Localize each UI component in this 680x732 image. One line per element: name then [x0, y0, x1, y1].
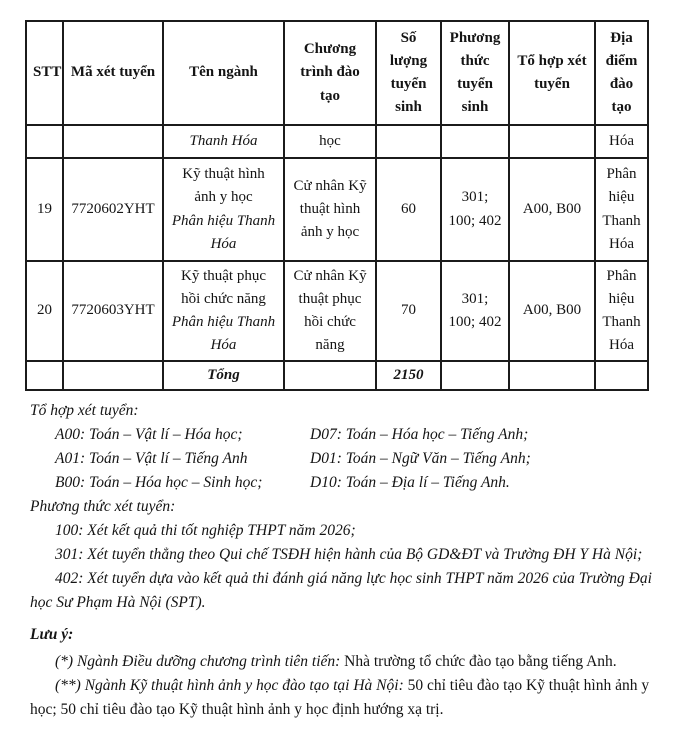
cell-dia-diem: Hóa — [595, 125, 648, 158]
combo-item: D07: Toán – Hóa học – Tiếng Anh; — [310, 426, 529, 443]
admissions-table — [25, 20, 649, 391]
cell-to-hop: A00, B00 — [509, 158, 595, 261]
total-label: Tổng — [163, 361, 284, 390]
cell-dia-diem — [595, 361, 648, 390]
cell-stt: 19 — [26, 158, 63, 261]
combo-row — [30, 447, 658, 471]
combo-item: B00: Toán – Hóa học – Sinh học; — [55, 474, 263, 491]
cell-so-luong: 70 — [376, 261, 441, 361]
header-so-luong: Số lượng tuyển sinh — [376, 21, 441, 125]
cell-to-hop — [509, 125, 595, 158]
table-row-continuation — [26, 125, 648, 158]
cell-chuong-trinh — [284, 361, 376, 390]
phuong-thuc-item: 301: Xét tuyển thẳng theo Qui chế TSĐH hiện hành của Bộ GD&ĐT và Trường ĐH Y Hà Nội; — [55, 546, 643, 563]
cell-ten-nganh: Kỹ thuật hình ảnh y học Phân hiệu Thanh Hóa — [163, 158, 284, 261]
cell-stt — [26, 125, 63, 158]
cell-phuong-thuc — [441, 361, 509, 390]
table-header-row — [26, 21, 648, 125]
table-row — [26, 158, 648, 261]
phuong-thuc-item: 402: Xét tuyển dựa vào kết quả thi đánh giá năng lực học sinh THPT năm 2026 của Trường Đại học Sư Phạm Hà Nội (SPT). — [30, 570, 652, 611]
cell-so-luong — [376, 125, 441, 158]
note-item: (**) Ngành Kỹ thuật hình ảnh y học đào tạo tại Hà Nội: 50 chỉ tiêu đào tạo Kỹ thuật hình ảnh y học; 50 chỉ tiêu đào tạo Kỹ thuật hình ảnh y học định hướng xạ trị. — [30, 677, 650, 718]
combo-item: D10: Toán – Địa lí – Tiếng Anh. — [310, 474, 510, 491]
header-ma-xet-tuyen: Mã xét tuyển — [63, 21, 163, 125]
cell-ten-nganh: Kỹ thuật phục hồi chức năng Phân hiệu Thanh Hóa — [163, 261, 284, 361]
cell-phuong-thuc: 301; 100; 402 — [441, 261, 509, 361]
header-chuong-trinh: Chương trình đào tạo — [284, 21, 376, 125]
cell-chuong-trinh: Cử nhân Kỹ thuật hình ảnh y học — [284, 158, 376, 261]
cell-stt — [26, 361, 63, 390]
cell-stt: 20 — [26, 261, 63, 361]
header-phuong-thuc: Phương thức tuyển sinh — [441, 21, 509, 125]
table-total-row — [26, 361, 648, 390]
total-value: 2150 — [376, 361, 441, 390]
header-ten-nganh: Tên ngành — [163, 21, 284, 125]
phuong-thuc-heading: Phương thức xét tuyển: — [30, 498, 176, 515]
cell-to-hop — [509, 361, 595, 390]
cell-ma — [63, 125, 163, 158]
cell-chuong-trinh: Cử nhân Kỹ thuật phục hồi chức năng — [284, 261, 376, 361]
cell-ma — [63, 361, 163, 390]
cell-ma: 7720603YHT — [63, 261, 163, 361]
cell-ma: 7720602YHT — [63, 158, 163, 261]
luu-y-heading: Lưu ý: — [30, 626, 74, 643]
header-to-hop: Tổ hợp xét tuyển — [509, 21, 595, 125]
phuong-thuc-item: 100: Xét kết quả thi tốt nghiệp THPT năm 2026; — [55, 522, 356, 539]
table-row — [26, 261, 648, 361]
note-item: (*) Ngành Điều dưỡng chương trình tiên tiến: Nhà trường tổ chức đào tạo bằng tiếng Anh. — [55, 653, 617, 670]
cell-ten-nganh: Thanh Hóa — [163, 125, 284, 158]
cell-phuong-thuc — [441, 125, 509, 158]
combo-row — [30, 471, 658, 495]
combo-item: A01: Toán – Vật lí – Tiếng Anh — [55, 450, 248, 467]
combo-item: D01: Toán – Ngữ Văn – Tiếng Anh; — [310, 450, 531, 467]
cell-to-hop: A00, B00 — [509, 261, 595, 361]
header-dia-diem: Địa điểm đào tạo — [595, 21, 648, 125]
to-hop-heading: Tổ hợp xét tuyển: — [30, 402, 139, 419]
footnotes-section — [30, 399, 658, 722]
cell-dia-diem: Phân hiệu Thanh Hóa — [595, 261, 648, 361]
cell-so-luong: 60 — [376, 158, 441, 261]
combo-row — [30, 423, 658, 447]
cell-chuong-trinh: học — [284, 125, 376, 158]
header-stt: STT — [26, 21, 63, 125]
cell-dia-diem: Phân hiệu Thanh Hóa — [595, 158, 648, 261]
cell-phuong-thuc: 301; 100; 402 — [441, 158, 509, 261]
combo-item: A00: Toán – Vật lí – Hóa học; — [55, 426, 243, 443]
